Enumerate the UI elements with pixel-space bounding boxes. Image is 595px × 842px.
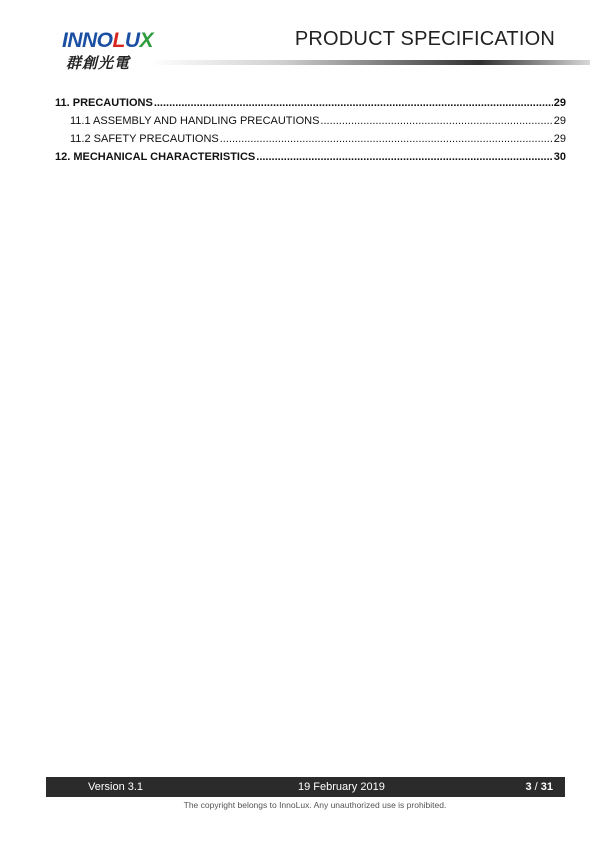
toc-entry-page: 29 <box>553 97 566 109</box>
document-title: PRODUCT SPECIFICATION <box>294 28 555 50</box>
current-page: 3 <box>525 781 532 793</box>
table-of-contents <box>55 94 566 166</box>
footer-version: Version 3.1 <box>88 781 144 793</box>
logo-wordmark: INNOLUX <box>62 29 154 52</box>
toc-dot-leader <box>154 94 553 112</box>
toc-dot-leader <box>320 112 552 130</box>
innolux-logo <box>62 30 162 74</box>
toc-entry-label: 11.2 SAFETY PRECAUTIONS <box>70 133 219 145</box>
toc-entry[interactable] <box>55 130 566 148</box>
header-divider <box>150 60 590 65</box>
toc-entry[interactable] <box>55 148 566 166</box>
toc-dot-leader <box>220 130 553 148</box>
footer-date: 19 February 2019 <box>298 781 385 793</box>
total-pages: 31 <box>540 781 553 793</box>
copyright-notice: The copyright belongs to InnoLux. Any unauthorized use is prohibited. <box>183 800 447 810</box>
toc-entry-label: 11.1 ASSEMBLY AND HANDLING PRECAUTIONS <box>70 115 320 127</box>
toc-entry[interactable] <box>55 112 566 130</box>
footer-page-number <box>525 777 553 797</box>
toc-entry-page: 30 <box>553 151 566 163</box>
footer-bar <box>46 777 565 797</box>
toc-entry-page: 29 <box>553 133 566 145</box>
toc-entry-label: 12. MECHANICAL CHARACTERISTICS <box>55 151 256 163</box>
logo-chinese-name: 群創光電 <box>66 54 131 72</box>
toc-entry-page: 29 <box>553 115 566 127</box>
toc-dot-leader <box>256 148 552 166</box>
page-separator: / <box>534 781 538 793</box>
toc-entry[interactable] <box>55 94 566 112</box>
toc-entry-label: 11. PRECAUTIONS <box>55 97 153 109</box>
